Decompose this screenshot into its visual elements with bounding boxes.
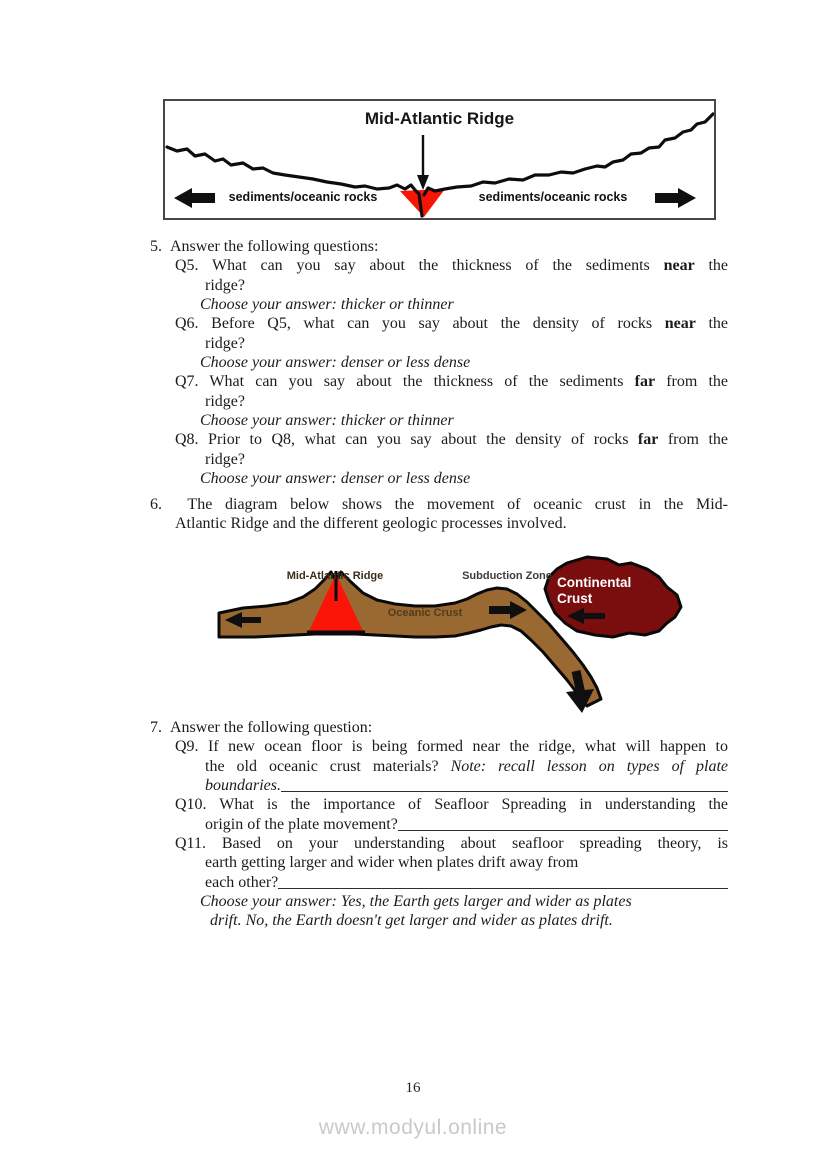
text-line (150, 815, 728, 834)
text-run: 5. Answer the following questions: (150, 238, 379, 255)
text-line (150, 776, 728, 795)
continental-crust-label-line1: Continental (557, 575, 632, 590)
text-line (150, 892, 728, 911)
continental-crust-label-line2: Crust (557, 590, 593, 606)
figure-mid-atlantic-ridge-profile (163, 99, 716, 220)
text-run: Choose your answer: denser or less dense (200, 470, 471, 488)
text-line (150, 392, 728, 411)
text-run: Choose your answer: thicker or thinner (200, 296, 454, 314)
text-run: Choose your answer: thicker or thinner (200, 412, 454, 430)
sediments-label-right: sediments/oceanic rocks (478, 190, 628, 204)
figure-oceanic-crust-movement (215, 553, 685, 721)
text-run: ridge? (205, 450, 245, 468)
text-line (150, 853, 728, 872)
text-run: Atlantic Ridge and the different geologic processes involved. (175, 515, 567, 533)
list-item-5 (150, 237, 728, 488)
text-run: from the (658, 431, 728, 449)
list-item-6 (150, 495, 728, 534)
list-item-7 (150, 718, 728, 931)
text-line (150, 353, 728, 372)
text-line (150, 276, 728, 295)
sediments-label-left: sediments/oceanic rocks (228, 190, 378, 204)
answer-blank-line (398, 815, 728, 831)
text-line (150, 873, 728, 892)
oceanic-crust-shape (219, 572, 601, 706)
oceanic-crust-label: Oceanic Crust (387, 607, 463, 619)
spread-left-arrow-icon (174, 188, 215, 208)
text-run: 6. The diagram below shows the movement of oceanic crust in the Mid- (150, 496, 728, 513)
text-run: earth getting larger and wider when plates drift away from (205, 854, 579, 872)
text-run: each other? (205, 873, 279, 891)
text-line (150, 334, 728, 353)
text-line (150, 495, 728, 514)
figure1-title: Mid-Atlantic Ridge (364, 109, 515, 128)
watermark-url: www.modyul.online (318, 1116, 508, 1139)
text-run: near (663, 257, 695, 275)
text-run: Q6. Before Q5, what can you say about the density of rocks (175, 315, 665, 333)
text-line (150, 450, 728, 469)
text-run: Q5. What can you say about the thickness of the sediments (175, 257, 664, 275)
text-line (150, 795, 728, 814)
text-line (150, 430, 728, 449)
text-run: ridge? (205, 392, 245, 410)
text-run: Choose your answer: denser or less dense (200, 354, 471, 372)
spread-right-arrow-icon (655, 188, 696, 208)
text-line (150, 295, 728, 314)
text-line (150, 237, 728, 256)
text-run: near (664, 315, 696, 333)
text-run: far (637, 431, 659, 449)
text-run: drift. No, the Earth doesn't get larger and wider as plates drift. (210, 912, 613, 930)
text-run: Note: recall lesson on types of plate (450, 757, 728, 775)
subduction-zone-label: Subduction Zone (462, 570, 552, 582)
text-run: Q10. What is the importance of Seafloor Spreading in understanding the (175, 796, 728, 814)
text-run: ridge? (205, 334, 245, 352)
continental-crust-label (557, 575, 653, 606)
text-line (150, 514, 728, 533)
page-number: 16 (405, 1080, 421, 1096)
text-run: Q9. If new ocean floor is being formed near the ridge, what will happen to (175, 738, 728, 756)
text-line (150, 372, 728, 391)
text-line (150, 834, 728, 853)
text-line (150, 757, 728, 776)
text-run: Q11. Based on your understanding about seafloor spreading theory, is (175, 835, 728, 853)
text-run: the (695, 315, 729, 333)
text-run: the (694, 257, 729, 275)
text-run: from the (655, 373, 728, 391)
text-run: 7. Answer the following question: (150, 719, 373, 736)
answer-blank-line (278, 873, 728, 889)
text-run: origin of the plate movement? (205, 815, 398, 833)
text-line (150, 469, 728, 488)
text-line (150, 314, 728, 333)
ridge-label: Mid-Atlantic Ridge (286, 570, 384, 582)
text-line (150, 411, 728, 430)
text-run: ridge? (205, 276, 245, 294)
text-run: Choose your answer: Yes, the Earth gets larger and wider as plates (200, 893, 632, 911)
text-line (150, 718, 728, 737)
text-line (150, 911, 728, 930)
text-run: boundaries. (205, 777, 281, 795)
text-run: Q8. Prior to Q8, what can you say about the density of rocks (175, 431, 638, 449)
text-run: Q7. What can you say about the thickness of the sediments (175, 373, 635, 391)
text-line (150, 737, 728, 756)
text-run: the old oceanic crust materials? (205, 757, 451, 775)
answer-blank-line (281, 776, 728, 792)
text-line (150, 256, 728, 275)
seafloor-line-left (167, 147, 422, 216)
text-run: far (634, 373, 656, 391)
